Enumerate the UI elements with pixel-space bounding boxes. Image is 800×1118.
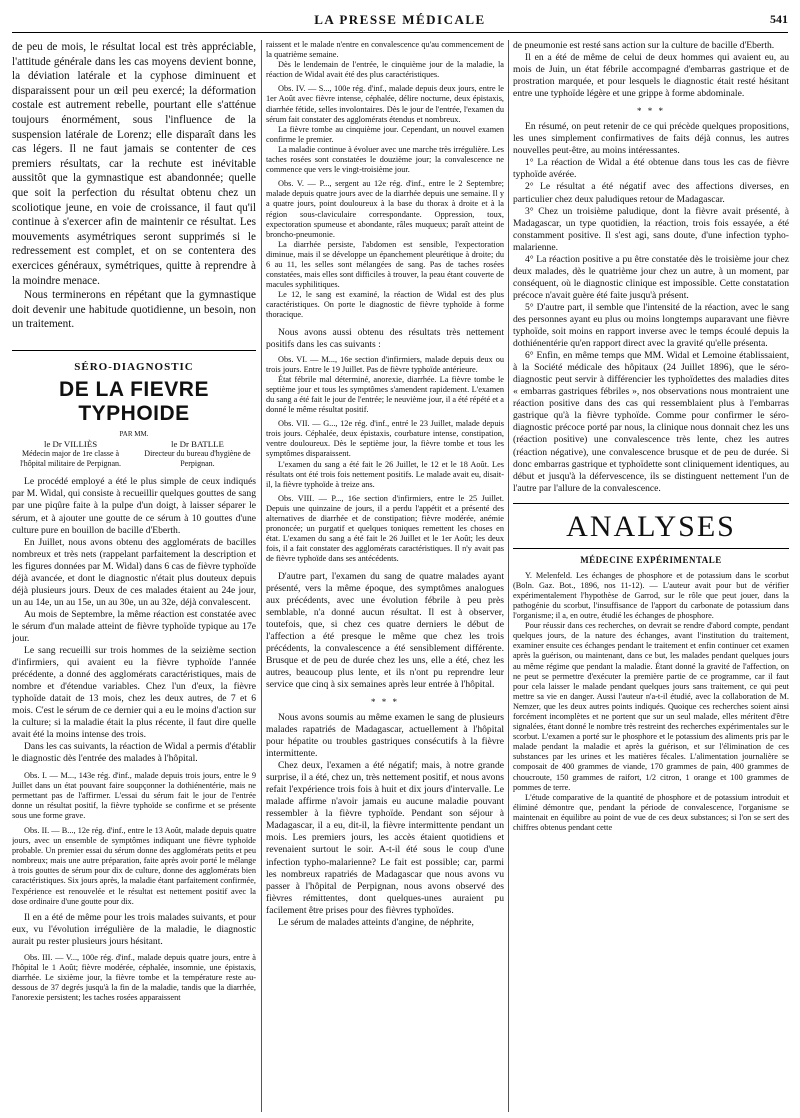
column-rule-2	[508, 40, 509, 1112]
observation-4-cont: La maladie continue à évoluer avec une marche très irrégulière. Les taches rosées sont constatées le douzième jour; la convalescence ne commence que vers le vingt-troisième jour.	[266, 144, 504, 175]
conclusion-point-5: 5° D'autre part, il semble que l'intensité de la réaction, avec le sang des personnes ayant eu plus ou moins longtemps auparavant une fièvre typhoïde, soit moins en rapport inverse avec le temps écoulé depuis la dothiénentérie qu'en rapport direct avec la gravité qu'elle présenta.	[513, 301, 789, 350]
conclusion-point-1: 1° La réaction de Widal a été obtenue dans tous les cas de fièvre typhoïde avérée.	[513, 157, 789, 181]
body-paragraph: Nous avons soumis au même examen le sang de plusieurs malades rapatriés de Madagascar, actuellement à l'hôpital pour hépatite ou troubles gastriques consécutifs à la fièvre intermittente.	[266, 711, 504, 760]
body-paragraph: Le sérum de malades atteints d'angine, de néphrite,	[278, 916, 474, 928]
conclusion-point-4: 4° La réaction positive a pu être constatée dès le troisième jour chez deux malades, dès le quatrième jour chez un autre, à un moment, par conséquent, où le diagnostic clinique est impossible. Cette constatation précoce n'avait guère été faite jusqu'à présent.	[513, 253, 789, 301]
body-paragraph: Il en a été de même de celui de deux hommes qui avaient eu, au mois de Juin, un état fébrile accompagné d'embarras gastrique et de prostration marquée, et pour lesquels le diagnostic était resté hésitant entre une typhoïde légère et une grippe à forme abdominale.	[513, 52, 789, 100]
column-rule-1	[261, 40, 262, 1112]
body-paragraph: Le procédé employé a été le plus simple de ceux indiqués par M. Widal, qui consiste à recueillir quelques gouttes de sang par une piqûre faite à la pulpe d'un doigt, à laisser séparer le sérum, et à ajouter une goutte de ce sérum à 10 gouttes d'une culture pure en bouillon de bacille d'Eberth.	[12, 476, 256, 536]
body-paragraph: D'autre part, l'examen du sang de quatre malades ayant présenté, vers la même époque, des symptômes analogues aux précédents, avec une évolution fébrile à peu près semblable, n'a donné aucun résultat. Il est à observer, toutefois, que, si chez ces quatre derniers le début de l'affection a été presque le même que chez les trois précédents, la convalescence a été sensiblement différente. Brusque et de peu de durée chez les uns, elle a été, chez les autres, beaucoup plus lente, et ils n'ont pu reprendre leur service que cinq à six semaines après leur entrée à l'hôpital.	[266, 570, 504, 690]
section-stars: * * *	[637, 106, 665, 117]
author-2-name: le Dr BATLLE	[171, 438, 224, 449]
observation-4-cont: La fièvre tombe au cinquième jour. Cependant, un nouvel examen confirme le premier.	[266, 124, 504, 144]
observation-3-cont: raissent et le malade n'entre en convalescence qu'au commencement de la quatrième semaine.	[266, 40, 504, 60]
observation-5-cont: La diarrhée persiste, l'abdomen est sensible, l'expectoration diminue, mais il se développe un épanchement pleurétique à droite; du 6 au 11, les selles sont mélangées de sang. Pas de taches rosées constatées, mais elles sont difficiles à trouver, la peau étant couverte de macules syphilitiques.	[266, 239, 504, 290]
author-2-desc: Directeur du bureau d'hygiène de Perpignan.	[144, 449, 251, 468]
conclusion-intro: En résumé, on peut retenir de ce qui précède quelques propositions, les unes simplement confirmatives de faits déjà connus, les autres nouvelles peut-être, au moins intéressantes.	[513, 121, 789, 157]
observation-3-cont: Dès le lendemain de l'entrée, le cinquième jour de la maladie, la réaction de Widal avait été des plus caractéristiques.	[266, 60, 504, 80]
analysis-reference: Y. Melenfeld. Les échanges de phosphore et de potassium dans le scorbut (Boln. Gaz. Bot., 1896, nos 11-12). — L'auteur avait pour but de vérifier expérimentalement l'hypothèse de Garrod, sur le rôle que peut jouer, dans la pathogénie du scorbut, l'insuffisance de l'apport du carbonate de potassium dans l'organisme; il a, en outre, étudié les échanges de phosphore.	[513, 570, 789, 621]
observation-6-cont: État fébrile mal déterminé, anorexie, diarrhée. La fièvre tombe le septième jour et tous les symptômes s'amendent rapidement. L'examen du sang a été fait le jour de l'entrée; le neuvième jour, il a été répété et a donné le même résultat positif.	[266, 374, 504, 415]
body-paragraph: Dans les cas suivants, la réaction de Widal a permis d'établir le diagnostic dès l'entrée des malades à l'hôpital.	[12, 741, 256, 765]
conclusion-point-2: 2° Le résultat a été négatif avec des affections diverses, en particulier chez deux paludiques retour de Madagascar.	[513, 181, 789, 205]
column-3	[513, 40, 789, 1112]
observation-7: Obs. VII. — G..., 12e rég. d'inf., entré le 23 Juillet, malade depuis trois jours. Céphalée, deux épistaxis, courbature intense, constipation, ventre douloureux. Dès le septième jour, la fièvre tombe et tous les symptômes disparaissent.	[266, 419, 504, 459]
observation-5-cont: Le 12, le sang est examiné, la réaction de Widal est des plus caractéristiques. On porte le diagnostic de fièvre typhoïde à forme thoracique.	[266, 290, 504, 320]
scoliosis-paragraph: de peu de mois, le résultat local est très appréciable, l'attitude générale dans les cas moyens devient bonne, la déviation latérale et la cyphose diminuent et disparaissent pour un œil peu exercé; la déformation costale est autrement rebelle, pourtant elle s'atténue toujours énormément, sous l'influence de la suspension latérale de Lorenz; elle disparaît dans les cas légers. Il ne faut jamais se contenter de ces premiers résultats, car la rechute est inévitable aussitôt que la gymnastique est abandonnée; quelle que soit la perfection du résultat obtenu chez un scoliotique jeune, en voie de croissance, il faut qu'il continue à s'exercer afin de maintenir ce résultat. Les mouvements asymétriques seront supprimés si le redressement est complet, et on se contentera des exercices généraux, symétriques, quitte à reprendre à la moindre menace.	[12, 41, 256, 287]
body-paragraph: Au mois de Septembre, la même réaction est constatée avec le sérum d'un malade atteint de fièvre typhoïde typique au 17e jour.	[12, 608, 256, 644]
body-paragraph: de pneumonie est resté sans action sur la culture de bacille d'Eberth.	[513, 40, 775, 51]
article-separator	[12, 350, 256, 351]
body-paragraph: Il en a été de même pour les trois malades suivants, et pour eux, vu l'évolution irrégulière de la maladie, le diagnostic aurait pu rester plusieurs jours hésitant.	[12, 911, 256, 947]
page-number: 541	[770, 12, 788, 26]
author-1-desc: Médecin major de 1re classe à l'hôpital militaire de Perpignan.	[20, 449, 122, 468]
article-kicker: SÉRO-DIAGNOSTIC	[74, 360, 194, 373]
observation-6: Obs. VI. — M..., 16e section d'infirmiers, malade depuis deux ou trois jours. Entre le 19 Juillet. Pas de fièvre typhoïde antérieure.	[266, 354, 504, 374]
observation-5: Obs. V. — P..., sergent au 12e rég. d'inf., entre le 2 Septembre; malade depuis quatre jours avec de la diarrhée depuis une semaine. Il y a quatre jours, point douloureux à la base du thorax à droite et à la région sous-claviculaire correspondante. Oppression, toux, expectoration spumeuse et abondante, râles muqueux; paraît atteint de broncho-pneumonie.	[266, 179, 504, 239]
author-batlle	[139, 440, 256, 469]
analyses-separator	[513, 503, 789, 504]
observation-1: Obs. I. — M..., 143e rég. d'inf., malade depuis trois jours, entre le 9 Juillet dans un état pouvant faire soupçonner la dothiénentérie, mais ne permettant pas de l'affirmer. L'essai du sérum fait le jour de l'entrée donne un résultat positif, la fièvre typhoïde se confirme et se présente sous une forme grave.	[12, 770, 256, 820]
analysis-body: Pour réussir dans ces recherches, on devrait se rendre d'abord compte, pendant quelques jours, de la nature des échanges, avant l'institution du traitement, examiner ensuite ces échanges pendant le traitement et enfin continuer cet examen après la guérison, ou maintenant, dans ce but, les malades pendant quelques jours au même régime que pendant la maladie. Étant donné la gravité de l'affection, on ne peut se permettre d'exécuter la première partie de ce programme, car il faut pour cela laisser le malade pendant quelques jours sans traitement, ce qui peut mettre sa vie en danger. Aussi l'auteur n'a-t-il étudié, avec la collaboration de M. Nemzer, que les deux autres points indiqués. Quoique ces recherches soient ainsi forcément incomplètes et ne portent que sur un seul malade, elles méritent d'être signalées, étant donné le nombre très restreint des recherches expérimentales sur le scorbut. L'examen a porté sur le phosphore et le potassium des aliments pris par le malade pendant la maladie et après la guérison, et sur l'élimination de ces substances par les urines et les matières fécales. L'alimentation journalière se composait de 400 grammes de viande, 170 grammes de pain, 400 grammes de choucroute, 150 grammes de raifort, 1/2 citron, 1 orange et 100 grammes de pommes de terre.	[513, 621, 789, 792]
analysis-body: L'étude comparative de la quantité de phosphore et de potassium introduit et éliminé démontre que, pendant la période de convalescence, l'organisme se maintenait en équilibre au point de vue de ces deux substances; si l'on se sert des chiffres obtenus pendant cette	[513, 792, 789, 833]
body-paragraph: Chez deux, l'examen a été négatif; mais, à notre grande surprise, il a été, chez un, très nettement positif, et nous avons refait l'expérience trois fois à huit et dix jours d'intervalle. Le malade affirme n'avoir jamais eu aucune maladie pouvant ressembler à la fièvre typhoïde. Pendant son séjour à Madagascar, il a eu, dit-il, la fièvre intermittente pendant un mois. Les premiers jours, les accès étaient quotidiens et revenaient surtout le soir. A-t-il été sous le coup d'une infection typho-malarienne? Le fait est possible; car, parmi les nombreux rapatriés de Madagascar que nous avons vu passer à l'hôpital de Perpignan, nous avons observé des fièvres rémittentes, dont quelques-unes auraient pu facilement être prises pour des fièvres typhoïdes.	[266, 760, 504, 916]
observation-3: Obs. III. — V..., 100e rég. d'inf., malade depuis quatre jours, entre à l'hôpital le 1 Août; fièvre modérée, céphalée, insomnie, une épistaxis, diarrhée. Le sixième jour, la fièvre tombe et la température reste au-dessous de 37 degrés jusqu'à la fin de la maladie, tandis que la diarrhée, l'anorexie persistent; les taches rosées apparaissent	[12, 952, 256, 1003]
body-paragraph: Nous avons aussi obtenu des résultats très nettement positifs dans les cas suivants :	[266, 326, 504, 350]
journal-title: LA PRESSE MÉDICALE	[314, 12, 486, 27]
observation-7-cont: L'examen du sang a été fait le 26 Juillet, le 12 et le 18 Août. Les résultats ont été trois fois nettement positifs. Le malade avait eu, disait-il, la fièvre typhoïde à treize ans.	[266, 459, 504, 489]
analyses-subtitle: MÉDECINE EXPÉRIMENTALE	[580, 554, 722, 565]
article-authors	[12, 440, 256, 469]
scoliosis-conclusion: Nous terminerons en répétant que la gymnastique doit devenir une habitude quotidienne, un besoin, non un traitement.	[12, 289, 256, 331]
conclusion-point-6: 6° Enfin, en même temps que MM. Widal et Lemoine établissaient, à la Société médicale des hôpitaux (24 Juillet 1896), que le séro-diagnostic peut servir à différencier les typhoïdettes des maladies dites « embarras gastriques fébriles », nos observations nous montraient une réaction positive dans des cas qui ressemblaient plus à l'embarras gastrique qu'à la fièvre typhoïde. Comme pour confirmer le séro-diagnostic précoce porté par nous, la clinique nous donnait chez les uns (réaction positive) une convalescence très lente, chez les autres (réaction négative), une convalescence brusque et de peu de durée. Si donc embarras gastrique et typhoïdette sont cliniquement identiques, au début et jusqu'à la défervescence, ils se distinguent nettement l'un de l'autre par l'allure de la convalescence.	[513, 350, 789, 494]
body-paragraph: En Juillet, nous avons obtenu des agglomérats de bacilles nombreux et très nets (rappelant parfaitement la description et les figures données par M. Widal) dans 6 cas de fièvre typhoïde déjà avancée, et dont le diagnostic n'était plus douteux depuis déjà plusieurs jours. Deux de ces malades étaient au 24e jour, un au 14e, un au 15e, un au 30e, un au 32e, déjà convalescent.	[12, 536, 256, 608]
conclusion-point-3: 3° Chez un troisième paludique, dont la fièvre avait présenté, à Madagascar, un type quotidien, la réaction, trois fois essayée, a été constamment positive. Il s'est agi, sans doute, d'une infection typho-malarienne.	[513, 205, 789, 253]
column-2	[266, 40, 504, 1112]
column-1	[12, 40, 256, 1112]
body-paragraph: Le sang recueilli sur trois hommes de la seizième section d'infirmiers, qui avaient eu la fièvre typhoïde l'année précédente, a donné des agglomérats caractéristiques, mais de nombre et d'étendue variables. Chez l'un d'eux, la fièvre typhoïde datait de 13 mois, chez les deux autres, de 7 et 6 mois. C'est le sérum de ce dernier qui a eu le moins d'action sur la culture; si la maladie était la plus récente, il faut dire quelle avait été la moins intense des trois.	[12, 645, 256, 741]
page-header	[12, 8, 788, 33]
author-villies	[12, 440, 129, 469]
article-title: DE LA FIEVRE TYPHOIDE	[59, 377, 209, 425]
observation-4: Obs. IV. — S..., 100e rég. d'inf., malade depuis deux jours, entre le 1er Août avec fièvre intense, céphalée, délire nocturne, deux épistaxis, diarrhée fétide, selles involontaires. Dès le jour de l'entrée, l'examen du sérum fait constater des agglomérats étendus et nombreux.	[266, 84, 504, 124]
article-par: PAR MM.	[119, 429, 149, 438]
author-1-name: le Dr VILLIÈS	[44, 438, 98, 449]
analyses-rule	[513, 548, 789, 549]
analyses-title: ANALYSES	[566, 509, 736, 543]
section-stars: * * *	[371, 696, 399, 707]
observation-8: Obs. VIII. — P..., 16e section d'infirmiers, entre le 25 Juillet. Depuis une quinzaine de jours, il a perdu l'appétit et a présenté des alternatives de diarrhée et de constipation; fièvre modérée, anémie prononcée; un purgatif et quelques toniques remettent les choses en état. L'examen du sang a été fait le 26 Juillet et le 1er Août; les deux fois, il a fait constater des agglomérats caractéristiques. Il n'y avait pas de fièvre typhoïde dans ses antécédents.	[266, 493, 504, 564]
observation-2: Obs. II. — B..., 12e rég. d'inf., entre le 13 Août, malade depuis quatre jours, avec un ensemble de symptômes indiquant une fièvre typhoïde probable. Un premier essai du sérum donne des agglomérats petits et peu nombreux; mais une autre préparation, faite après avoir porté le mélange à trois gouttes de sérum pour dix de culture, donne des agglomérats bien caractéristiques. Six jours après, la maladie étant parfaitement confirmée, l'expérience est renouvelée et le résultat est nettement positif avec la dose ordinaire d'une goutte pour dix.	[12, 825, 256, 906]
